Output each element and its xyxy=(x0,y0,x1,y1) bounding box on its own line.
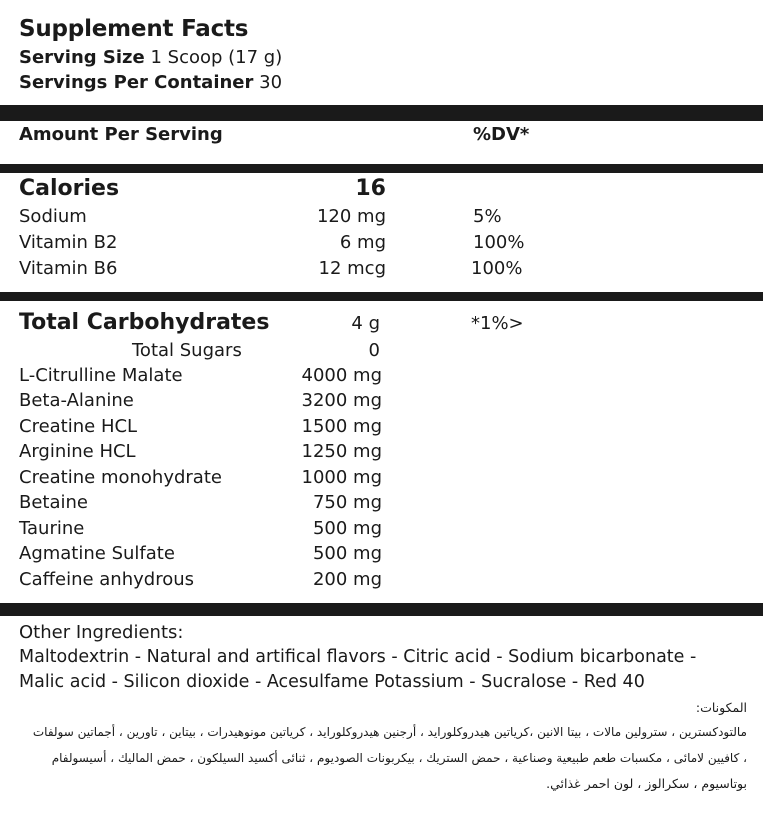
ingredient-amount: 500 mg xyxy=(312,543,382,564)
panel-title: Supplement Facts xyxy=(19,16,249,42)
nutrient-dv: 100% xyxy=(473,232,525,253)
arabic-ingredients-line: ، كافيين لامائى ، مكسبات طعم طبيعية وصناعية ، حمض الستريك ، بيكربونات الصوديوم ، ثنائى أكسيد السيلكون ، حمض الماليك ، أسيسولفام xyxy=(51,751,747,765)
nutrient-amount: 12 mcg xyxy=(318,258,386,279)
nutrient-amount: 6 mg xyxy=(339,232,386,253)
ingredient-amount: 500 mg xyxy=(312,518,382,539)
other-ingredients-line: Malic acid - Silicon dioxide - Acesulfame Potassium - Sucralose - Red 40 xyxy=(19,672,645,692)
calories-label: Calories xyxy=(19,176,120,201)
divider-thick xyxy=(0,105,763,121)
ingredient-amount: 1000 mg xyxy=(301,467,382,488)
ingredient-amount: 1250 mg xyxy=(301,441,382,462)
other-ingredients-label: Other Ingredients: xyxy=(19,622,184,643)
calories-value: 16 xyxy=(355,176,386,201)
nutrient-amount: 120 mg xyxy=(316,206,386,227)
ingredient-name: Caffeine anhydrous xyxy=(19,569,195,590)
servings-label: Servings Per Container xyxy=(19,72,254,93)
total-sugars-label: Total Sugars xyxy=(132,340,242,361)
ingredient-name: Arginine HCL xyxy=(19,441,136,462)
arabic-ingredients-line: بوتاسيوم ، سكرالوز ، لون احمر غذائي. xyxy=(546,776,747,791)
divider-medium xyxy=(0,164,763,173)
ingredient-amount: 1500 mg xyxy=(301,416,382,437)
total-carbohydrates-dv: *1%> xyxy=(471,313,524,334)
ingredient-name: L-Citrulline Malate xyxy=(19,365,183,386)
ingredient-name: Agmatine Sulfate xyxy=(19,543,175,564)
total-carbohydrates-label: Total Carbohydrates xyxy=(19,310,270,335)
amount-per-serving-header: Amount Per Serving xyxy=(19,124,223,145)
ingredient-amount: 750 mg xyxy=(312,492,382,513)
nutrient-name: Vitamin B6 xyxy=(19,258,118,279)
total-sugars-amount: 0 xyxy=(368,340,380,361)
arabic-ingredients-line: مالتودكسترين ، سترولين مالات ، بيتا الانين ،كرياتين هيدروكلورايد ، أرجنين هيدروكلورايد ، كرياتين مونوهيدرات ، بيتاين ، تاورين ، أجماتين سولفات xyxy=(32,725,747,739)
serving-size xyxy=(19,47,282,68)
divider-thick xyxy=(0,603,763,616)
serving-size-value: 1 Scoop (17 g) xyxy=(150,47,283,68)
ingredient-name: Taurine xyxy=(19,518,85,539)
arabic-ingredients-label: المكونات: xyxy=(695,700,747,715)
ingredient-name: Beta-Alanine xyxy=(19,390,134,411)
dv-header: %DV* xyxy=(473,124,530,145)
ingredient-amount: 4000 mg xyxy=(301,365,382,386)
other-ingredients-line: Maltodextrin - Natural and artifical flavors - Citric acid - Sodium bicarbonate - xyxy=(19,647,697,667)
nutrient-name: Sodium xyxy=(19,206,87,227)
ingredient-amount: 3200 mg xyxy=(301,390,382,411)
ingredient-amount: 200 mg xyxy=(312,569,382,590)
nutrient-dv: 100% xyxy=(471,258,523,279)
total-carbohydrates-amount: 4 g xyxy=(351,313,380,334)
divider-medium xyxy=(0,292,763,301)
nutrient-name: Vitamin B2 xyxy=(19,232,118,253)
ingredient-name: Creatine monohydrate xyxy=(19,467,222,488)
serving-size-label: Serving Size xyxy=(19,47,145,68)
servings-per-container xyxy=(19,72,282,93)
servings-value: 30 xyxy=(259,72,283,93)
nutrient-dv: 5% xyxy=(473,206,502,227)
ingredient-name: Creatine HCL xyxy=(19,416,138,437)
ingredient-name: Betaine xyxy=(19,492,88,513)
